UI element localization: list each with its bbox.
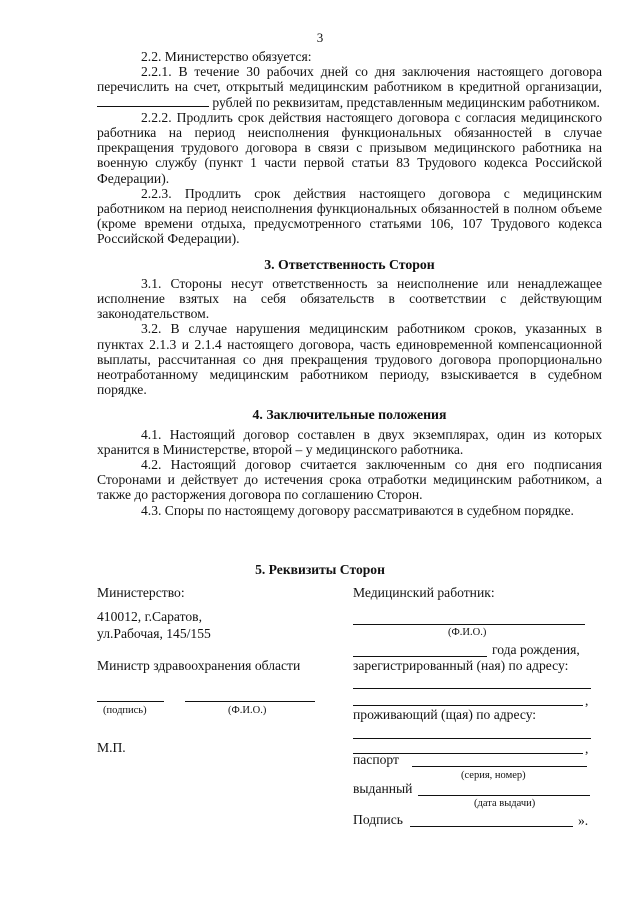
clause-4-1: 4.1. Настоящий договор составлен в двух экземплярах, один из которых хранится в Министерстве, второй – у медицинского работника. xyxy=(97,426,602,457)
passport-label: паспорт xyxy=(353,752,399,767)
living-comma: , xyxy=(585,741,589,756)
issued-label: выданный xyxy=(353,781,413,796)
minister-fio-caption: (Ф.И.О.) xyxy=(228,705,267,716)
birth-year-label: года рождения, xyxy=(492,642,580,657)
section-3-heading: 3. Ответственность Сторон xyxy=(264,256,435,272)
living-address-label: проживающий (щая) по адресу: xyxy=(353,707,537,722)
clause-4-3: 4.3. Споры по настоящему договору рассматриваются в судебном порядке. xyxy=(141,502,574,518)
birth-year-line xyxy=(353,656,487,657)
clause-4-2: 4.2. Настоящий договор считается заключенным со дня его подписания Сторонами и действует до истечения срока отработки медицинским работником, а также до расторжения договора по соглашению Сторон. xyxy=(97,457,602,503)
registered-address-line1 xyxy=(353,688,591,689)
clause-2-2-1-text-b: рублей по реквизитам, представленным медицинским работником. xyxy=(212,94,600,110)
clause-3-2: 3.2. В случае нарушения медицинским работником сроков, указанных в пунктах 2.1.3 и 2.1.4 настоящего договора, часть единовременной компенсационной выплаты, рассчитанная со дня прекращения трудового договора пропорционально неотработанному медицинским работником периоду, взыскивается в судебном порядке. xyxy=(97,321,602,398)
clause-2-2-1-text-a: 2.2.1. В течение 30 рабочих дней со дня заключения настоящего договора перечислить на счет, открытый медицинским работником в кредитной организации, xyxy=(97,64,602,95)
worker-fio-line xyxy=(353,624,585,625)
ministry-address-line1: 410012, г.Саратов, xyxy=(97,609,202,624)
passport-caption: (серия, номер) xyxy=(461,770,526,781)
registered-address-line2 xyxy=(353,705,583,706)
section-5-heading: 5. Реквизиты Сторон xyxy=(255,562,385,577)
registered-address-label: зарегистрированный (ная) по адресу: xyxy=(353,658,569,673)
issued-line xyxy=(418,795,590,796)
ministry-address-line2: ул.Рабочая, 145/155 xyxy=(97,626,211,641)
stamp-place: М.П. xyxy=(97,740,126,755)
minister-signature-line xyxy=(97,701,164,702)
section-4-heading: 4. Заключительные положения xyxy=(252,407,447,423)
passport-line xyxy=(412,766,587,767)
worker-signature-line xyxy=(410,826,573,827)
minister-fio-line xyxy=(185,701,315,702)
signature-caption: (подпись) xyxy=(103,705,147,716)
issued-caption: (дата выдачи) xyxy=(474,798,536,809)
living-address-line1 xyxy=(353,738,591,739)
page-number: 3 xyxy=(316,30,324,45)
clause-2-2-3: 2.2.3. Продлить срок действия настоящего договора с медицинским работником на период неисполнения функциональных обязанностей в полном объеме (кроме времени отдыха, предусмотренного статьями 106, 107 Трудового кодекса Российской Федерации). xyxy=(97,185,602,247)
ministry-title: Министерство: xyxy=(97,585,185,600)
registered-comma: , xyxy=(585,693,589,708)
worker-title: Медицинский работник: xyxy=(353,585,495,600)
signature-end: ». xyxy=(578,813,589,828)
worker-fio-caption: (Ф.И.О.) xyxy=(448,627,487,638)
minister-position: Министр здравоохранения области xyxy=(97,658,301,673)
signature-label: Подпись xyxy=(353,812,403,827)
clause-3-1: 3.1. Стороны несут ответственность за неисполнение или ненадлежащее исполнение взятых на себя обязательств в соответствии с действующим законодательством. xyxy=(97,275,602,322)
clause-2-2: 2.2. Министерство обязуется: xyxy=(141,49,312,64)
clause-2-2-2: 2.2.2. Продлить срок действия настоящего договора с согласия медицинского работника на период неисполнения функциональных обязанностей в случае прекращения трудового договора в связи с призывом медицинского работника на военную службу (пункт 1 части первой статьи 83 Трудового кодекса Российской Федерации). xyxy=(97,109,602,186)
